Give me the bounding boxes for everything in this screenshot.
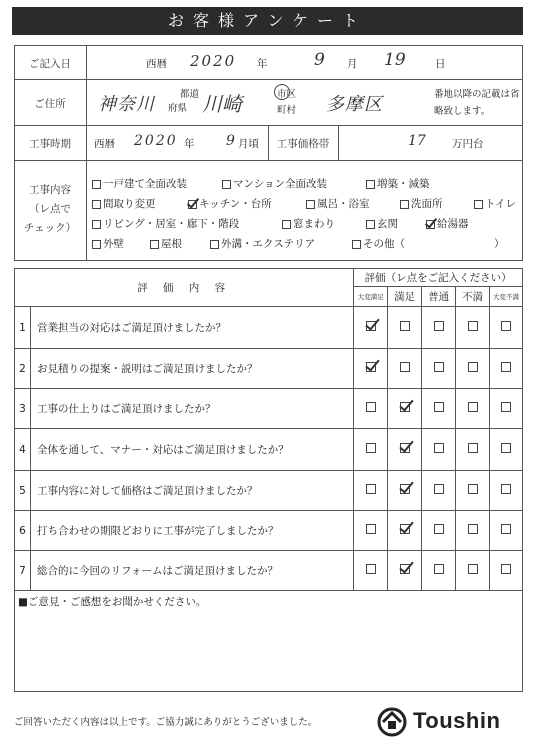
work-item-detached-house[interactable]: 一戸建て全面改装 bbox=[92, 178, 187, 190]
checkbox-icon bbox=[366, 220, 375, 229]
checkbox-checked-icon bbox=[188, 200, 197, 209]
question-number: 5 bbox=[15, 471, 31, 511]
work-item-roof[interactable]: 屋根 bbox=[150, 238, 182, 250]
question-number: 4 bbox=[15, 429, 31, 471]
work-item-other[interactable]: その他（ bbox=[352, 238, 405, 250]
rating-checkbox-icon[interactable] bbox=[468, 443, 478, 453]
work-label bbox=[14, 181, 86, 238]
rating-checkbox-icon[interactable] bbox=[434, 321, 444, 331]
checkbox-checked-icon bbox=[426, 220, 435, 229]
checkbox-icon bbox=[400, 200, 409, 209]
evaluation-table bbox=[14, 268, 523, 591]
rating-header-very-dissatisfied: 大変不満 bbox=[489, 287, 522, 307]
comment-label: ■ご意見・ご感想をお聞かせください。 bbox=[18, 596, 207, 608]
rating-checkbox-checked-icon[interactable] bbox=[400, 443, 410, 453]
survey-title: お客様アンケート bbox=[12, 7, 523, 35]
price-label: 工事価格帯 bbox=[276, 138, 330, 150]
rating-cell bbox=[489, 349, 522, 389]
rating-checkbox-icon[interactable] bbox=[501, 484, 511, 494]
period-label: 工事時期 bbox=[29, 138, 71, 150]
rating-cell bbox=[489, 551, 522, 591]
rating-checkbox-icon[interactable] bbox=[434, 524, 444, 534]
price-value: 17 bbox=[408, 133, 426, 149]
rating-checkbox-icon[interactable] bbox=[468, 362, 478, 372]
rating-checkbox-icon[interactable] bbox=[501, 402, 511, 412]
rating-cell bbox=[354, 511, 388, 551]
period-year-unit: 年 bbox=[184, 138, 195, 150]
work-item-entrance[interactable]: 玄関 bbox=[366, 218, 398, 230]
rating-checkbox-icon[interactable] bbox=[434, 484, 444, 494]
rating-checkbox-icon[interactable] bbox=[468, 524, 478, 534]
rating-cell bbox=[456, 471, 490, 511]
rating-checkbox-icon[interactable] bbox=[434, 402, 444, 412]
checkbox-icon bbox=[222, 180, 231, 189]
rating-cell bbox=[354, 471, 388, 511]
address-pref-unit-bottom: 府県 bbox=[168, 103, 188, 114]
period-month-unit: 月頃 bbox=[238, 138, 259, 150]
rating-checkbox-icon[interactable] bbox=[501, 564, 511, 574]
house-logo-icon bbox=[376, 705, 408, 737]
rating-cell bbox=[456, 389, 490, 429]
entry-date-day: 19 bbox=[384, 50, 406, 70]
work-item-extension[interactable]: 増築・減築 bbox=[366, 178, 430, 190]
entry-date-era: 西暦 bbox=[146, 58, 167, 70]
rating-header-dissatisfied: 不満 bbox=[456, 287, 490, 307]
rating-cell bbox=[456, 429, 490, 471]
work-item-exterior[interactable]: 外溝・エクステリア bbox=[210, 238, 315, 250]
rating-cell bbox=[489, 471, 522, 511]
rating-cell bbox=[456, 349, 490, 389]
rating-cell bbox=[354, 389, 388, 429]
entry-date-year-unit: 年 bbox=[257, 58, 268, 70]
question-number: 3 bbox=[15, 389, 31, 429]
rating-cell bbox=[489, 511, 522, 551]
checkbox-icon bbox=[306, 200, 315, 209]
question-row bbox=[15, 471, 523, 511]
work-item-living[interactable]: リビング・居室・廊下・階段 bbox=[92, 218, 239, 230]
price-unit: 万円台 bbox=[452, 138, 484, 150]
question-number: 2 bbox=[15, 349, 31, 389]
rating-header-satisfied: 満足 bbox=[388, 287, 422, 307]
checkbox-icon bbox=[352, 240, 361, 249]
rating-checkbox-icon[interactable] bbox=[501, 321, 511, 331]
rating-checkbox-icon[interactable] bbox=[501, 362, 511, 372]
rating-checkbox-icon[interactable] bbox=[366, 443, 376, 453]
rating-header-very-satisfied: 大変満足 bbox=[354, 287, 388, 307]
rating-checkbox-checked-icon[interactable] bbox=[400, 564, 410, 574]
address-label: ご住所 bbox=[34, 98, 66, 110]
checkbox-icon bbox=[366, 180, 375, 189]
address-city: 川崎 bbox=[202, 92, 242, 116]
rating-cell bbox=[456, 511, 490, 551]
entry-date-month: 9 bbox=[314, 50, 325, 70]
question-text: 打ち合わせの期限どおりに工事が完了しましたか？ bbox=[30, 511, 353, 551]
checkbox-icon bbox=[92, 240, 101, 249]
work-label-line-3: チェック） bbox=[23, 222, 77, 234]
rating-cell bbox=[354, 429, 388, 471]
work-item-bath[interactable]: 風呂・浴室 bbox=[306, 198, 370, 210]
period-month: 9 bbox=[226, 133, 235, 149]
rating-cell bbox=[422, 307, 456, 349]
question-text: 営業担当の対応はご満足頂けましたか？ bbox=[30, 307, 353, 349]
rating-checkbox-checked-icon[interactable] bbox=[366, 321, 376, 331]
address-ward: 多摩区 bbox=[326, 94, 383, 115]
work-item-mansion[interactable]: マンション全面改装 bbox=[222, 178, 327, 190]
question-number: 6 bbox=[15, 511, 31, 551]
question-text: 総合的に今回のリフォームはご満足頂けましたか？ bbox=[30, 551, 353, 591]
work-item-washroom[interactable]: 洗面所 bbox=[400, 198, 443, 210]
question-row bbox=[15, 551, 523, 591]
work-item-kitchen[interactable]: キッチン・台所 bbox=[188, 198, 272, 210]
work-item-water-heater[interactable]: 給湯器 bbox=[426, 218, 469, 230]
rating-checkbox-checked-icon[interactable] bbox=[400, 524, 410, 534]
question-text: 全体を通して、マナー・対応はご満足頂けましたか？ bbox=[30, 429, 353, 471]
rating-checkbox-icon[interactable] bbox=[366, 524, 376, 534]
work-item-layout-change[interactable]: 間取り変更 bbox=[92, 198, 156, 210]
evaluation-content-header: 評 価 内 容 bbox=[15, 269, 354, 307]
rating-checkbox-icon[interactable] bbox=[366, 484, 376, 494]
rating-cell bbox=[489, 307, 522, 349]
rating-cell bbox=[388, 551, 422, 591]
rating-cell bbox=[422, 511, 456, 551]
rating-cell bbox=[354, 349, 388, 389]
rating-checkbox-icon[interactable] bbox=[434, 564, 444, 574]
address-city-unit-bottom: 町村 bbox=[277, 105, 297, 116]
question-text: 工事の仕上りはご満足頂けましたか？ bbox=[30, 389, 353, 429]
work-label-line-1: 工事内容 bbox=[29, 184, 71, 196]
rating-cell bbox=[388, 349, 422, 389]
checkbox-icon bbox=[92, 220, 101, 229]
rating-cell bbox=[388, 429, 422, 471]
rating-checkbox-icon[interactable] bbox=[366, 564, 376, 574]
question-row bbox=[15, 389, 523, 429]
rating-cell bbox=[388, 511, 422, 551]
rating-checkbox-icon[interactable] bbox=[501, 524, 511, 534]
evaluation-rating-header: 評価（レ点をご記入ください） bbox=[354, 269, 523, 287]
rating-cell bbox=[422, 429, 456, 471]
rating-cell bbox=[388, 471, 422, 511]
rating-checkbox-icon[interactable] bbox=[468, 402, 478, 412]
question-row bbox=[15, 429, 523, 471]
entry-date-month-unit: 月 bbox=[347, 58, 358, 70]
address-prefecture: 神奈川 bbox=[98, 94, 155, 115]
checkbox-icon bbox=[282, 220, 291, 229]
rating-checkbox-icon[interactable] bbox=[468, 484, 478, 494]
entry-date-year: 2020 bbox=[190, 52, 237, 70]
rating-header-neutral: 普通 bbox=[422, 287, 456, 307]
rating-cell bbox=[354, 551, 388, 591]
checkbox-icon bbox=[92, 200, 101, 209]
rating-checkbox-icon[interactable] bbox=[400, 362, 410, 372]
question-row bbox=[15, 307, 523, 349]
rating-checkbox-icon[interactable] bbox=[434, 443, 444, 453]
rating-checkbox-icon[interactable] bbox=[501, 443, 511, 453]
rating-cell bbox=[354, 307, 388, 349]
rating-cell bbox=[388, 307, 422, 349]
checkbox-icon bbox=[150, 240, 159, 249]
rating-checkbox-icon[interactable] bbox=[468, 321, 478, 331]
question-number: 1 bbox=[15, 307, 31, 349]
work-item-toilet[interactable]: トイレ bbox=[474, 198, 516, 210]
checkbox-icon bbox=[210, 240, 219, 249]
rating-cell bbox=[422, 471, 456, 511]
work-item-exterior-wall[interactable]: 外壁 bbox=[92, 238, 124, 250]
rating-cell bbox=[388, 389, 422, 429]
rating-checkbox-icon[interactable] bbox=[434, 362, 444, 372]
work-item-window[interactable]: 窓まわり bbox=[282, 218, 335, 230]
rating-checkbox-icon[interactable] bbox=[468, 564, 478, 574]
rating-checkbox-icon[interactable] bbox=[400, 321, 410, 331]
footer-text: ご回答いただく内容は以上です。ご協力誠にありがとうございました。 bbox=[14, 717, 318, 728]
rating-checkbox-checked-icon[interactable] bbox=[400, 484, 410, 494]
question-row bbox=[15, 349, 523, 389]
rating-cell bbox=[422, 551, 456, 591]
question-row bbox=[15, 511, 523, 551]
brand-logo bbox=[376, 705, 500, 737]
work-item-other-close: ） bbox=[494, 238, 505, 250]
brand-name: Toushin bbox=[413, 708, 501, 733]
rating-checkbox-icon[interactable] bbox=[366, 402, 376, 412]
entry-date-label: ご記入日 bbox=[29, 58, 71, 70]
rating-checkbox-checked-icon[interactable] bbox=[366, 362, 376, 372]
checkbox-icon bbox=[92, 180, 101, 189]
period-era: 西暦 bbox=[94, 138, 115, 150]
question-number: 7 bbox=[15, 551, 31, 591]
rating-checkbox-checked-icon[interactable] bbox=[400, 402, 410, 412]
rating-cell bbox=[422, 349, 456, 389]
work-label-line-2: （レ点で bbox=[29, 203, 71, 215]
address-city-unit-top: 市区 bbox=[277, 89, 297, 100]
question-text: お見積りの提案・説明はご満足頂けましたか？ bbox=[30, 349, 353, 389]
period-year: 2020 bbox=[134, 133, 178, 149]
checkbox-icon bbox=[474, 200, 483, 209]
question-text: 工事内容に対して価格はご満足頂けましたか？ bbox=[30, 471, 353, 511]
rating-cell bbox=[489, 389, 522, 429]
address-pref-unit-top: 都道 bbox=[180, 89, 200, 100]
rating-cell bbox=[456, 307, 490, 349]
city-circle-mark bbox=[274, 84, 290, 100]
rating-cell bbox=[489, 429, 522, 471]
rating-cell bbox=[456, 551, 490, 591]
entry-date-day-unit: 日 bbox=[435, 58, 446, 70]
rating-cell bbox=[422, 389, 456, 429]
address-note: 番地以降の記載は省略致します。 bbox=[434, 89, 520, 117]
